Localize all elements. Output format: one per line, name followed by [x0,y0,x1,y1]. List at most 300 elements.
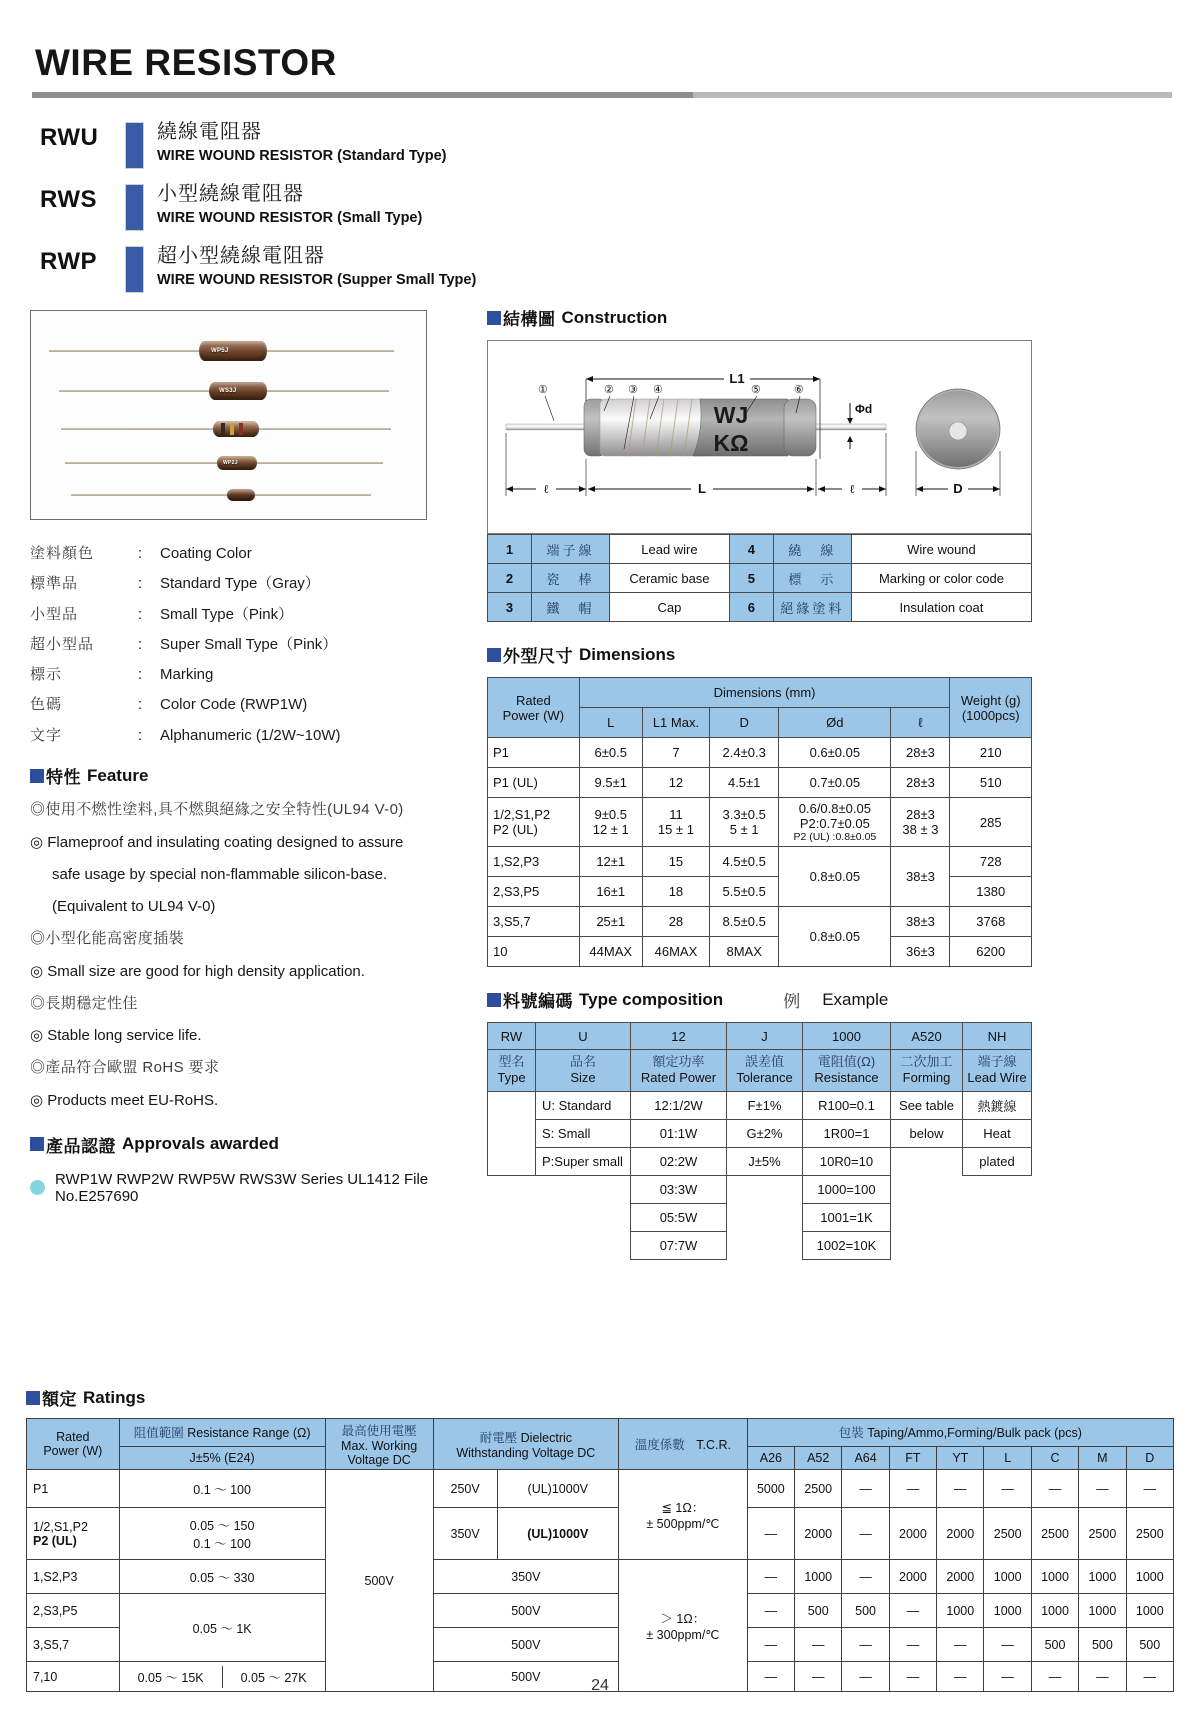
type-col-lead [963,1050,1032,1092]
feature-heading-cn: 特性 [46,768,81,788]
rt-res-a: 0.05 ～ 15K [120,1666,222,1688]
dim-D: 5.5±0.5 [710,877,779,907]
rt-dwv-a: 350V [433,1508,497,1560]
rt-pack: — [747,1594,794,1628]
type-heading-cn: 料號編碼 [503,992,573,1011]
rt-pack: — [1031,1662,1078,1692]
dim-weight: 728 [950,847,1032,877]
series-name-cn: 繞線電阻器 [157,121,262,143]
dim-l: 38±3 [891,847,950,907]
dim-weight: 6200 [950,937,1032,967]
type-blank [488,1147,536,1175]
dim-l: 28±3 [891,738,950,768]
spec-row [30,697,490,713]
dim-Od-multi [779,798,891,847]
res-opt: 1001=1K [803,1203,891,1231]
rt-pack: 1000 [1079,1594,1126,1628]
spec-row [30,637,490,653]
pack-col-a64: A64 [842,1446,889,1469]
rt-res-b: 0.1 ～ 100 [193,1536,251,1551]
rt-pack: — [1126,1662,1173,1692]
table-row [488,1091,1032,1119]
col-l: ℓ [891,708,950,738]
ratings-heading [26,1385,1174,1410]
dim-D: 4.5±1 [710,768,779,798]
construction-heading-cn: 結構圖 [503,310,556,329]
lead-blank [963,1175,1032,1203]
rt-pack: 500 [842,1594,889,1628]
type-col-en: Type [497,1070,526,1086]
series-color-bar [125,184,144,231]
spec-row [30,667,490,683]
size-opt: U: Standard [536,1091,631,1119]
legend-number: 6 [729,593,773,622]
type-col-cn: 品名 [569,1054,596,1069]
rt-pack: 2000 [889,1508,936,1560]
rt-pack: — [795,1662,842,1692]
rt-mwv-en1: Max. Working [341,1439,418,1453]
spec-key: 小型品 [30,605,79,623]
svg-text:①: ① [538,384,548,396]
feature-line: ◎產品符合歐盟 RoHS 要求 [30,1059,220,1077]
svg-text:⑥: ⑥ [794,384,804,396]
rt-dwv-en: Dielectric [520,1431,573,1445]
rt-pack: 500 [1031,1628,1078,1662]
spec-colon: : [138,726,143,744]
col-weight-line2: (1000pcs) [961,707,1020,723]
rt-tcr-val2: ± 300ppm/℃ [646,1628,720,1642]
feature-line: ◎ Flameproof and insulating coating designed to assure [30,833,404,851]
dim-l-multi [891,798,950,847]
rt-col-tcr [619,1419,748,1470]
rt-pack: — [747,1560,794,1594]
dim-D: 8.5±0.5 [710,907,779,937]
rt-res-a: 0.05 ～ 150 [189,1518,255,1533]
page-number: 24 [591,1677,609,1694]
feature-line: ◎ Products meet EU-RoHS. [30,1091,219,1109]
series-code: RWU [40,124,99,151]
series-name-en: WIRE WOUND RESISTOR (Small Type) [157,210,423,226]
table-row [27,1470,1174,1508]
construction-legend-table [487,534,1032,622]
pack-col-d: D [1126,1446,1173,1469]
rt-pack: — [889,1594,936,1628]
rt-res-en: Resistance Range (Ω) [187,1426,311,1441]
rt-pack: — [984,1662,1031,1692]
table-row [488,1119,1032,1147]
dim-weight: 510 [950,768,1032,798]
ratings-table [26,1418,1174,1692]
dim-power-b: P2 (UL) [493,822,538,837]
type-heading-en: Type composition [579,989,724,1009]
type-blank [488,1119,536,1147]
forming-blank [891,1175,963,1203]
col-D: D [710,708,779,738]
dim-power: 2,S3,P5 [488,877,580,907]
spec-colon: : [138,666,143,683]
rt-power: P1 [27,1470,120,1508]
svg-text:Φd: Φd [855,402,873,416]
table-row [488,877,1032,907]
table-row [488,593,1032,622]
tol-opt: F±1% [727,1091,803,1119]
spec-value: Color Code (RWP1W) [160,696,308,714]
legend-name-en: Wire wound [851,535,1031,564]
square-bullet-icon [487,993,501,1007]
rt-res: 0.05 ～ 1K [119,1594,325,1662]
type-col-cn: 端子線 [977,1054,1017,1069]
rt-pack: — [984,1628,1031,1662]
table-row [488,937,1032,967]
dim-weight: 210 [950,738,1032,768]
lead-opt: Heat [963,1119,1032,1147]
rt-tcr-high [619,1560,748,1692]
dim-l: 28±3 [891,768,950,798]
type-col-size [536,1050,631,1092]
rt-col-dwv [433,1419,618,1470]
table-row [27,1560,1174,1594]
res-opt: 1002=10K [803,1231,891,1259]
table-row [488,564,1032,593]
dim-weight: 3768 [950,907,1032,937]
power-opt: 12:1/2W [631,1091,727,1119]
example-cell-tolerance: J [727,1023,803,1050]
product-photo: WP5J WS3J WP2J [30,310,427,520]
dim-D: 4.5±0.5 [710,847,779,877]
rt-pack: — [1079,1470,1126,1508]
legend-name-en: Ceramic base [610,564,730,593]
type-col-en: Size [570,1070,596,1086]
type-col-forming [891,1050,963,1092]
svg-text:ℓ: ℓ [543,482,549,496]
spec-row [30,576,490,592]
legend-name-en: Lead wire [610,535,730,564]
dim-L1: 15 [642,847,709,877]
rt-pack: — [842,1470,889,1508]
rt-pack: — [889,1628,936,1662]
right-column [487,305,1032,1260]
example-cell-forming: A520 [891,1023,963,1050]
svg-text:WJ: WJ [713,402,749,428]
rt-dwv-a: 500V [433,1628,618,1662]
pack-col-yt: YT [937,1446,984,1469]
rt-res-multi [119,1508,325,1560]
rt-pack: — [842,1508,889,1560]
rt-dwv-b: (UL)1000V [497,1508,618,1560]
type-blank [488,1231,536,1259]
rt-power: 2,S3,P5 [27,1594,120,1628]
spec-value: Coating Color [160,545,252,562]
dim-Od: 0.8±0.05 [779,847,891,907]
rt-pack: — [889,1662,936,1692]
dim-L1-a: 11 [669,807,683,822]
power-opt: 03:3W [631,1175,727,1203]
spec-colon: : [138,575,143,593]
dim-L-b: 12 ± 1 [592,822,629,837]
dim-L: 6±0.5 [579,738,642,768]
rt-mwv: 500V [325,1470,433,1692]
dim-weight: 1380 [950,877,1032,907]
square-bullet-icon [30,1137,44,1151]
dimensions-heading [487,642,1032,667]
series-row-rws [34,182,1170,231]
spec-colon: : [138,696,143,714]
rt-pack: — [937,1628,984,1662]
rt-pack: 1000 [984,1594,1031,1628]
spec-row [30,546,490,562]
rt-power-b: P2 (UL) [33,1533,77,1548]
type-blank [488,1175,536,1203]
col-rated-line1: Rated [515,692,551,708]
pack-col-l: L [984,1446,1031,1469]
table-header-row [488,678,1032,708]
legend-number: 4 [729,535,773,564]
rt-pack-cn: 包裝 [838,1426,864,1441]
size-blank [536,1175,631,1203]
coating-spec-list [30,546,490,743]
type-blank [488,1091,536,1119]
col-rated-power [488,678,580,738]
rt-tcr-en: T.C.R. [696,1438,731,1452]
approvals-heading [30,1132,490,1157]
rt-power: 7,10 [27,1662,120,1692]
rt-dwv-a: 250V [433,1470,497,1508]
dim-D: 2.4±0.3 [710,738,779,768]
type-col-cn: 誤差值 [744,1054,784,1069]
dim-Od: 0.7±0.05 [779,768,891,798]
series-color-bar [125,122,144,169]
col-L: L [579,708,642,738]
approvals-heading-cn: 產品認證 [46,1136,116,1156]
example-cell-size: U [536,1023,631,1050]
spec-key: 超小型品 [30,635,95,653]
feature-line: ◎使用不燃性塗料,具不燃與絕緣之安全特性(UL94 V-0) [30,801,404,819]
rt-pack: — [889,1470,936,1508]
rt-pack: 2000 [937,1508,984,1560]
pack-col-ft: FT [889,1446,936,1469]
ratings-heading-cn: 額定 [42,1390,77,1409]
dimensions-heading-en: Dimensions [579,644,676,664]
rt-pack: 1000 [1079,1560,1126,1594]
feature-line: ◎ Small size are good for high density application. [30,962,365,980]
legend-number: 2 [488,564,532,593]
rt-pack: 2000 [937,1560,984,1594]
series-code: RWS [40,186,98,213]
forming-blank [891,1147,963,1175]
dim-l-a: 28±3 [906,807,935,822]
spec-row [30,607,490,623]
table-row [488,847,1032,877]
rt-res: 0.05 ～ 330 [119,1560,325,1594]
svg-text:③: ③ [628,384,638,396]
rt-pack: 1000 [795,1560,842,1594]
type-col-cn: 額定功率 [652,1054,705,1069]
feature-list [30,798,490,1112]
rt-pack: 2500 [984,1508,1031,1560]
ratings-section [26,1385,1174,1692]
type-col-cn: 型名 [498,1054,525,1069]
dim-L1: 46MAX [642,937,709,967]
rt-pack: — [937,1662,984,1692]
rt-pack-en: Taping/Ammo,Forming/Bulk pack (pcs) [867,1426,1082,1441]
rt-pack: — [842,1560,889,1594]
dim-power: P1 (UL) [488,768,580,798]
res-opt: 10R0=10 [803,1147,891,1175]
approval-item [30,1171,490,1205]
rt-pack: 1000 [1126,1594,1173,1628]
rt-pack: 500 [1079,1628,1126,1662]
forming-blank [891,1203,963,1231]
rt-pack: — [937,1470,984,1508]
rt-pack: 1000 [1126,1560,1173,1594]
legend-name-cn: 端子線 [532,535,610,564]
rt-col-packing [747,1419,1173,1447]
series-name-en: WIRE WOUND RESISTOR (Standard Type) [157,148,447,164]
legend-name-cn: 瓷 棒 [532,564,610,593]
rt-pack: — [1031,1470,1078,1508]
table-row [488,1231,1032,1259]
left-column [30,310,490,1205]
lead-opt: plated [963,1147,1032,1175]
pack-col-a26: A26 [747,1446,794,1469]
table-row [488,1147,1032,1175]
rt-pack: 2000 [795,1508,842,1560]
rt-pack: 1000 [937,1594,984,1628]
dim-L: 16±1 [579,877,642,907]
type-composition-heading [487,987,1032,1012]
dim-l-b: 38 ± 3 [902,822,939,837]
rt-power-multi [27,1508,120,1560]
rt-res-b: 0.05 ～ 27K [240,1670,307,1685]
rt-rated-line2: Power (W) [43,1444,103,1458]
construction-diagram [487,340,1032,534]
spec-colon: : [138,545,143,562]
legend-name-en: Cap [610,593,730,622]
construction-heading [487,305,1032,330]
lead-blank [963,1231,1032,1259]
rt-mwv-cn: 最高使用電壓 [341,1424,417,1438]
dim-Od-b: P2:0.7±0.05 [799,816,870,831]
feature-line: ◎ Stable long service life. [30,1027,202,1044]
res-opt: R100=0.1 [803,1091,891,1119]
dim-weight: 285 [950,798,1032,847]
page-title: WIRE RESISTOR [35,42,337,83]
table-row [27,1594,1174,1628]
spec-key: 色碼 [30,696,63,714]
tol-blank [727,1175,803,1203]
table-row [488,768,1032,798]
feature-heading-en: Feature [87,765,149,785]
rt-pack: — [1126,1470,1173,1508]
series-name-cn: 小型繞線電阻器 [157,183,304,205]
rt-pack: — [747,1508,794,1560]
construction-svg [488,341,1029,533]
dim-D-b: 5 ± 1 [729,822,759,837]
rt-pack: — [842,1662,889,1692]
legend-name-cn: 絕緣塗料 [773,593,851,622]
series-row-rwu [34,120,1170,169]
tol-opt: J±5% [727,1147,803,1175]
table-row [488,1203,1032,1231]
spec-value: Small Type（Pink） [160,605,294,623]
rt-pack: 2500 [795,1470,842,1508]
rt-pack: 2500 [1126,1508,1173,1560]
svg-text:⑤: ⑤ [751,384,761,396]
rt-pack: — [1079,1662,1126,1692]
dim-L: 44MAX [579,937,642,967]
bullet-dot-icon [30,1180,45,1195]
approvals-heading-en: Approvals awarded [122,1134,279,1154]
series-row-rwp [34,244,1170,293]
type-col-resistance [803,1050,891,1092]
type-col-en: Forming [902,1070,951,1086]
rt-tcr-val1: ± 500ppm/℃ [646,1517,720,1531]
ratings-heading-en: Ratings [83,1387,146,1407]
series-name-en: WIRE WOUND RESISTOR (Supper Small Type) [157,272,477,288]
feature-line: safe usage by special non-flammable silicon-base. [52,865,388,883]
rt-power-a: 1/2,S1,P2 [33,1519,88,1534]
square-bullet-icon [30,769,44,783]
rt-dwv-a: 350V [433,1560,618,1594]
type-col-en: Tolerance [736,1070,793,1086]
dimensions-heading-cn: 外型尺寸 [503,647,573,666]
lead-opt: 熱鍍線 [963,1091,1032,1119]
legend-name-cn: 標 示 [773,564,851,593]
table-row [488,535,1032,564]
dim-L1: 7 [642,738,709,768]
dim-power: 3,S5,7 [488,907,580,937]
pack-col-m: M [1079,1446,1126,1469]
tol-opt: G±2% [727,1119,803,1147]
rt-col-rated [27,1419,120,1470]
legend-name-cn: 鐵 帽 [532,593,610,622]
svg-text:④: ④ [653,384,663,396]
example-row [488,1023,1032,1050]
legend-name-en: Marking or color code [851,564,1031,593]
svg-text:KΩ: KΩ [713,430,749,456]
rt-dwv-en2: Withstanding Voltage DC [456,1446,596,1460]
rt-col-resistance [119,1419,325,1447]
series-name-cn: 超小型繞線電阻器 [157,245,325,267]
feature-line: ◎長期穩定性佳 [30,994,138,1012]
dim-Od-a: 0.6/0.8±0.05 [798,801,871,816]
legend-name-cn: 繞 線 [773,535,851,564]
spec-key: 塗料顏色 [30,545,95,562]
example-cell-power: 12 [631,1023,727,1050]
dim-L1-b: 15 ± 1 [657,822,694,837]
construction-heading-en: Construction [561,307,668,327]
size-opt: S: Small [536,1119,631,1147]
rt-pack: — [984,1470,1031,1508]
rt-tcr-low [619,1470,748,1560]
dim-D: 8MAX [710,937,779,967]
rt-res-sub: J±5% (E24) [119,1446,325,1469]
table-row [488,907,1032,937]
spec-value: Marking [160,666,214,683]
spec-key: 文字 [30,726,63,744]
forming-blank [891,1231,963,1259]
type-col-en: Rated Power [640,1070,717,1086]
feature-heading [30,763,490,788]
type-col-type [488,1050,536,1092]
rt-pack: — [747,1662,794,1692]
svg-text:②: ② [604,384,614,396]
dim-L1: 28 [642,907,709,937]
table-row [488,798,1032,847]
type-col-en: Lead Wire [967,1070,1027,1086]
dim-D-multi [710,798,779,847]
example-label-cn: 例 [783,992,801,1011]
